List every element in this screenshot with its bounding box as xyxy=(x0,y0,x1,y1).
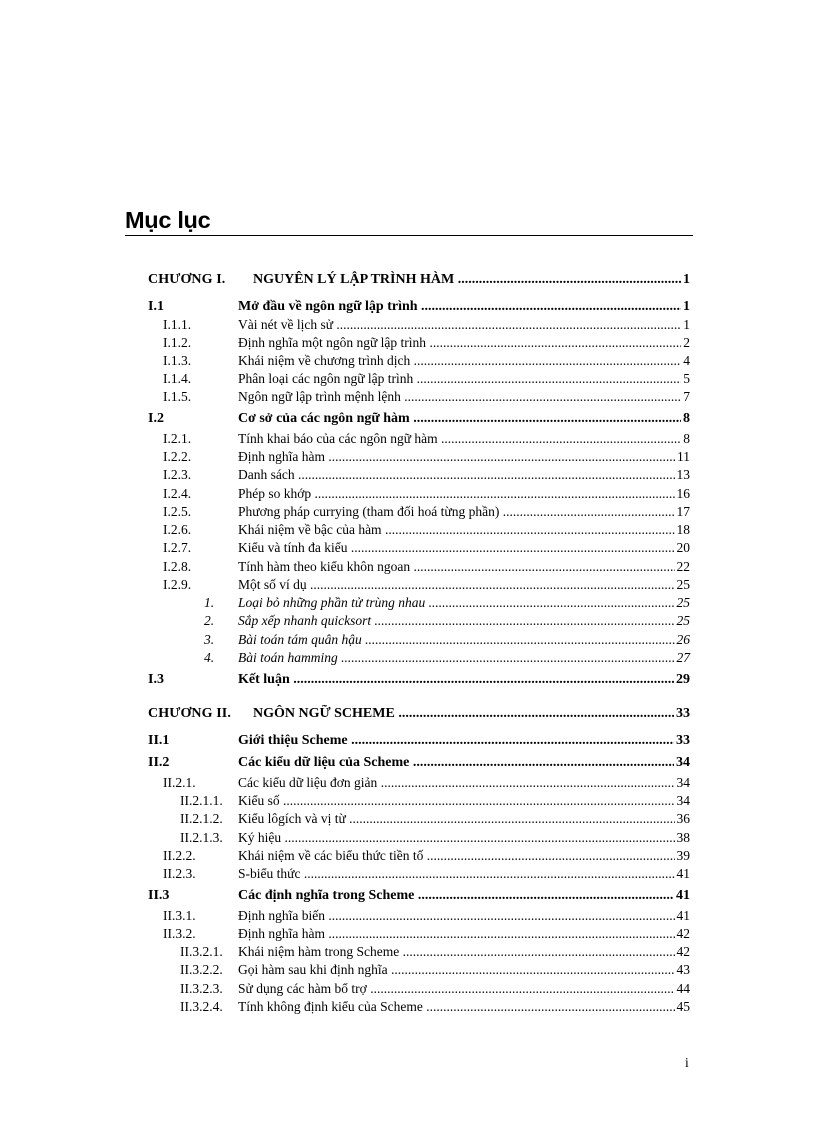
toc-entry[interactable] xyxy=(0,732,690,750)
toc-entry-number: II.3.2.1. xyxy=(180,944,223,959)
toc-entry-title: Các kiểu dữ liệu đơn giản ..... xyxy=(238,774,690,792)
toc-entry-number: CHƯƠNG II. xyxy=(148,706,231,721)
toc-entry-number: I.2.5. xyxy=(163,504,192,519)
toc-entry-number: II.1 xyxy=(148,733,170,748)
toc-entry-title: NGÔN NGỮ SCHEME ..... xyxy=(253,705,690,723)
toc-entry-number: I.2.2. xyxy=(163,449,192,464)
toc-entry-number: II.2.1.2. xyxy=(180,811,223,826)
toc-entry-title: Một số ví dụ ..... xyxy=(238,576,690,594)
toc-entry-title: Kiểu lôgích và vị từ ..... xyxy=(238,810,690,828)
toc-entry[interactable] xyxy=(0,847,690,865)
toc-entry-title: Loại bỏ những phần tử trùng nhau ..... xyxy=(238,594,690,612)
toc-entry[interactable] xyxy=(0,887,690,905)
toc-entry-number: I.2.9. xyxy=(163,577,192,592)
toc-entry-page: 1 xyxy=(683,299,690,314)
toc-entry-title: Tính không định kiểu của Scheme ..... xyxy=(238,998,690,1016)
toc-entry[interactable] xyxy=(0,774,690,792)
toc-entry-number: I.2.4. xyxy=(163,486,192,501)
toc-entry-number: CHƯƠNG I. xyxy=(148,272,226,287)
toc-entry-page: 44 xyxy=(676,981,690,996)
toc-entry-page: 36 xyxy=(676,811,690,826)
toc-entry[interactable] xyxy=(0,754,690,772)
toc-entry-title: Kiểu và tính đa kiểu ..... xyxy=(238,539,690,557)
toc-entry-number: I.1.4. xyxy=(163,371,192,386)
toc-entry-title: Phép so khớp ..... xyxy=(238,485,690,503)
toc-entry[interactable] xyxy=(0,334,690,352)
toc-entry-title: Các kiểu dữ liệu của Scheme ..... xyxy=(238,754,690,772)
toc-entry-page: 1 xyxy=(683,272,690,287)
toc-entry-number: II.3.2.4. xyxy=(180,999,223,1014)
toc-entry-page: 25 xyxy=(676,613,690,628)
toc-entry[interactable] xyxy=(0,503,690,521)
toc-entry[interactable] xyxy=(0,466,690,484)
toc-entry-number: I.2.6. xyxy=(163,522,192,537)
toc-entry-title: Mở đầu về ngôn ngữ lập trình ..... xyxy=(238,298,690,316)
toc-entry-title: Khái niệm hàm trong Scheme ..... xyxy=(238,943,690,961)
toc-entry-title: Định nghĩa hàm ..... xyxy=(238,925,690,943)
toc-entry-page: 42 xyxy=(676,926,690,941)
toc-entry-page: 39 xyxy=(676,848,690,863)
toc-entry-page: 25 xyxy=(676,577,690,592)
toc-entry-number: I.1.5. xyxy=(163,389,192,404)
toc-entry-number: II.2.3. xyxy=(163,866,196,881)
toc-entry-number: II.3.2.2. xyxy=(180,962,223,977)
toc-entry-title: Vài nét về lịch sử ..... xyxy=(238,316,690,334)
toc-entry-number: I.1 xyxy=(148,299,164,314)
toc-entry-page: 45 xyxy=(676,999,690,1014)
toc-entry[interactable] xyxy=(0,448,690,466)
toc-entry-page: 38 xyxy=(676,830,690,845)
toc-entry[interactable] xyxy=(0,388,690,406)
toc-entry[interactable] xyxy=(0,298,690,316)
toc-entry-number: I.1.1. xyxy=(163,317,192,332)
toc-entry-number: II.2.1.1. xyxy=(180,793,223,808)
toc-entry-page: 13 xyxy=(676,467,690,482)
toc-entry-number: II.3.1. xyxy=(163,908,196,923)
toc-entry-number: II.2.2. xyxy=(163,848,196,863)
toc-entry-number: I.2.8. xyxy=(163,559,192,574)
toc-entry[interactable] xyxy=(0,576,690,594)
toc-entry-page: 33 xyxy=(676,733,690,748)
toc-entry-page: 7 xyxy=(683,389,690,404)
toc-entry-page: 16 xyxy=(676,486,690,501)
toc-entry-page: 41 xyxy=(676,888,690,903)
toc-entry-number: II.3.2.3. xyxy=(180,981,223,996)
toc-entry[interactable] xyxy=(0,612,690,630)
toc-entry-title: Ngôn ngữ lập trình mệnh lệnh ..... xyxy=(238,388,690,406)
toc-entry-number: II.2.1.3. xyxy=(180,830,223,845)
toc-entry-title: Bài toán tám quân hậu ..... xyxy=(238,631,690,649)
toc-entry-title: Giới thiệu Scheme ..... xyxy=(238,732,690,750)
toc-entry[interactable] xyxy=(0,649,690,667)
toc-entry-number: 1. xyxy=(204,595,215,610)
toc-entry[interactable] xyxy=(0,410,690,428)
toc-entry-title: Gọi hàm sau khi định nghĩa ..... xyxy=(238,961,690,979)
toc-entry-title: Các định nghĩa trong Scheme ..... xyxy=(238,887,690,905)
toc-entry-page: 1 xyxy=(683,317,690,332)
toc-entry-title: Kết luận ..... xyxy=(238,671,690,689)
toc-entry-number: II.2 xyxy=(148,755,170,770)
toc-entry-title: Khái niệm về các biểu thức tiền tố ..... xyxy=(238,847,690,865)
toc-entry-page: 18 xyxy=(676,522,690,537)
toc-entry[interactable] xyxy=(0,271,690,289)
toc-entry-title: S-biểu thức ..... xyxy=(238,865,690,883)
toc-entry-number: 4. xyxy=(204,650,215,665)
toc-entry-page: 34 xyxy=(676,775,690,790)
toc-entry[interactable] xyxy=(0,370,690,388)
toc-entry[interactable] xyxy=(0,792,690,810)
toc-entry-page: 11 xyxy=(677,449,690,464)
toc-entry[interactable] xyxy=(0,521,690,539)
toc-entry-title: Ký hiệu ..... xyxy=(238,829,690,847)
toc-entry-title: Sắp xếp nhanh quicksort ..... xyxy=(238,612,690,630)
toc-entry[interactable] xyxy=(0,485,690,503)
toc-entry-title: Cơ sở của các ngôn ngữ hàm ..... xyxy=(238,410,690,428)
toc-entry-title: Định nghĩa biến ..... xyxy=(238,907,690,925)
toc-entry-title: Danh sách ..... xyxy=(238,466,690,484)
toc-entry-page: 26 xyxy=(676,632,690,647)
toc-entry-page: 22 xyxy=(676,559,690,574)
toc-entry-number: I.3 xyxy=(148,672,164,687)
toc-entry-title: Khái niệm về chương trình dịch ..... xyxy=(238,352,690,370)
toc-entry[interactable] xyxy=(0,865,690,883)
toc-entry-number: 3. xyxy=(204,632,215,647)
toc-entry-page: 43 xyxy=(676,962,690,977)
toc-entry-page: 41 xyxy=(676,908,690,923)
toc-entry[interactable] xyxy=(0,829,690,847)
toc-entry-title: Định nghĩa một ngôn ngữ lập trình ..... xyxy=(238,334,690,352)
toc-entry[interactable] xyxy=(0,810,690,828)
toc-entry[interactable] xyxy=(0,539,690,557)
toc-entry[interactable] xyxy=(0,961,690,979)
toc-entry-title: Tính hàm theo kiểu khôn ngoan ..... xyxy=(238,558,690,576)
toc-entry-title: Bài toán hamming ..... xyxy=(238,649,690,667)
toc-entry[interactable] xyxy=(0,943,690,961)
toc-entry-number: II.3.2. xyxy=(163,926,196,941)
toc-entry-title: Tính khai báo của các ngôn ngữ hàm ..... xyxy=(238,430,690,448)
toc-entry-title: Sử dụng các hàm bổ trợ ..... xyxy=(238,980,690,998)
toc-entry-page: 29 xyxy=(676,672,690,687)
toc-entry[interactable] xyxy=(0,631,690,649)
toc-entry-title: Phân loại các ngôn ngữ lập trình ..... xyxy=(238,370,690,388)
toc-entry-title: Phương pháp currying (tham đối hoá từng phần) ..... xyxy=(238,503,690,521)
toc-entry[interactable] xyxy=(0,925,690,943)
toc-entry-page: 20 xyxy=(676,540,690,555)
toc-entry-page: 33 xyxy=(676,706,690,721)
toc-entry-page: 25 xyxy=(676,595,690,610)
toc-entry-page: 27 xyxy=(676,650,690,665)
toc-entry[interactable] xyxy=(0,316,690,334)
toc-entry[interactable] xyxy=(0,352,690,370)
toc-entry-title: Khái niệm về bậc của hàm ..... xyxy=(238,521,690,539)
toc-entry-number: I.2 xyxy=(148,411,164,426)
toc-entry-page: 4 xyxy=(683,353,690,368)
toc-entry-page: 41 xyxy=(676,866,690,881)
toc-entry-page: 34 xyxy=(676,793,690,808)
toc-entry-title: Định nghĩa hàm ..... xyxy=(238,448,690,466)
toc-entry-number: I.1.2. xyxy=(163,335,192,350)
toc-entry[interactable] xyxy=(0,671,690,689)
toc-entry-title: NGUYÊN LÝ LẬP TRÌNH HÀM ..... xyxy=(253,271,690,289)
toc-entry-page: 34 xyxy=(676,755,690,770)
toc-entry[interactable] xyxy=(0,430,690,448)
toc-entry-page: 5 xyxy=(683,371,690,386)
page-number: i xyxy=(685,1055,689,1070)
toc-entry-number: 2. xyxy=(204,613,215,628)
toc-entry[interactable] xyxy=(0,594,690,612)
toc-entry-title: Kiểu số ..... xyxy=(238,792,690,810)
toc-entry-number: II.2.1. xyxy=(163,775,196,790)
toc-entry-page: 8 xyxy=(683,411,690,426)
toc-entry-page: 2 xyxy=(683,335,690,350)
toc-entry-page: 17 xyxy=(676,504,690,519)
toc-entry[interactable] xyxy=(0,907,690,925)
toc-entry-number: I.1.3. xyxy=(163,353,192,368)
page-title: Mục lục xyxy=(125,207,211,233)
toc-entry[interactable] xyxy=(0,998,690,1016)
toc-entry-number: I.2.3. xyxy=(163,467,192,482)
toc-entry[interactable] xyxy=(0,558,690,576)
toc-entry[interactable] xyxy=(0,705,690,723)
toc-entry-number: I.2.7. xyxy=(163,540,192,555)
toc-entry-number: II.3 xyxy=(148,888,170,903)
toc-entry-page: 8 xyxy=(683,431,690,446)
toc-entry[interactable] xyxy=(0,980,690,998)
toc-entry-page: 42 xyxy=(676,944,690,959)
toc-entry-number: I.2.1. xyxy=(163,431,192,446)
